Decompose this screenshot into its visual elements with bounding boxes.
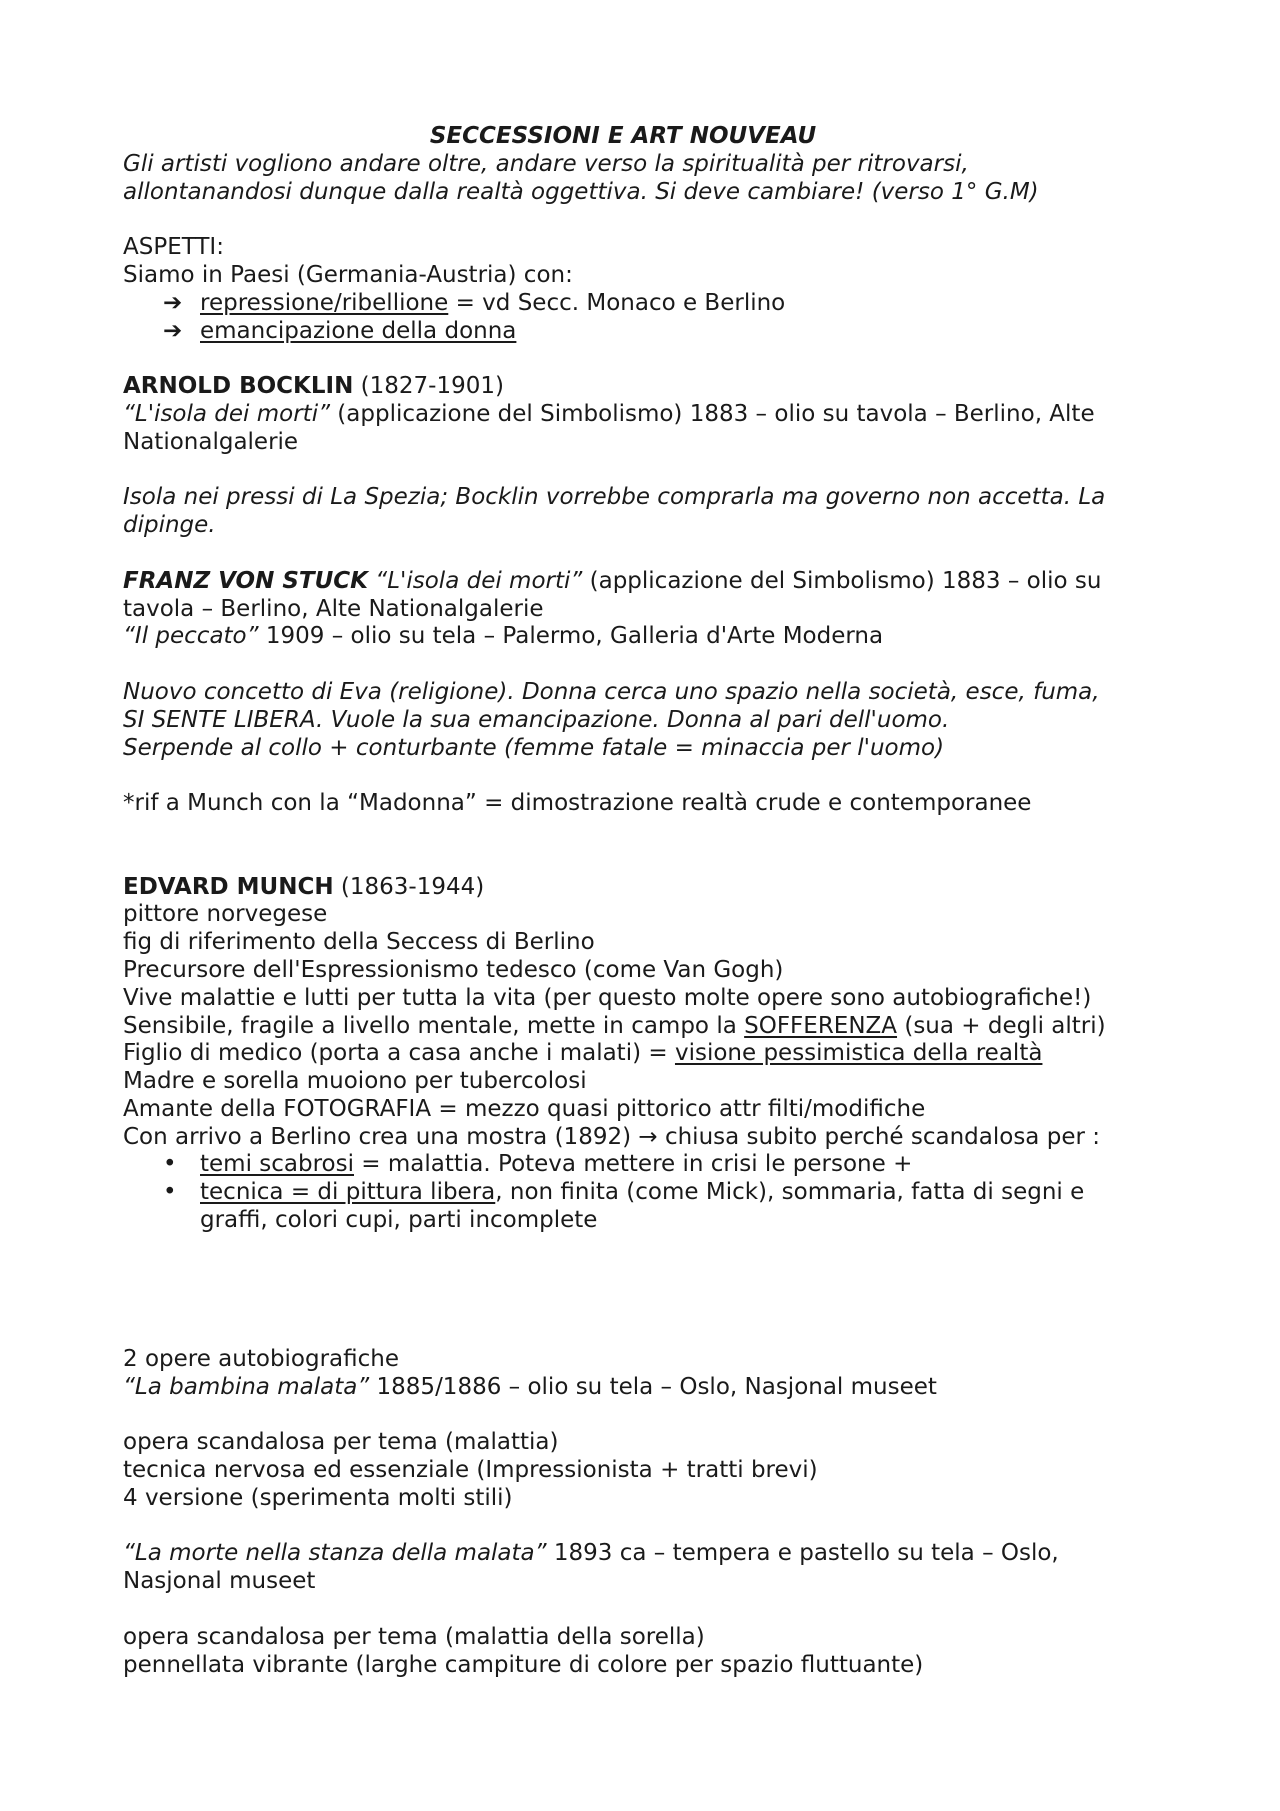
artwork-line: “La bambina malata” 1885/1886 – olio su tela – Oslo, Nasjonal museet: [123, 1373, 937, 1400]
bullet-icon: •: [163, 1151, 177, 1178]
intro-line: Gli artisti vogliono andare oltre, andare verso la spiritualità per ritrovarsi,: [123, 150, 969, 177]
underlined-text: temi scabrosi: [200, 1151, 354, 1178]
underlined-text: SOFFERENZA: [744, 1012, 898, 1039]
munch-line: Sensibile, fragile a livello mentale, mette in campo la SOFFERENZA (sua + degli altri): [123, 1012, 1106, 1039]
note-line: SI SENTE LIBERA. Vuole la sua emancipazione. Donna al pari dell'uomo.: [123, 706, 950, 733]
bullet-icon: •: [163, 1179, 177, 1206]
artwork-line-cont: tavola – Berlino, Alte Nationalgalerie: [123, 595, 544, 622]
arrow-icon: ➔: [163, 317, 183, 344]
artwork-title: “La bambina malata”: [123, 1373, 370, 1400]
intro-line: allontanandosi dunque dalla realtà oggettiva. Si deve cambiare! (verso 1° G.M): [123, 178, 1039, 205]
munch-line: Amante della FOTOGRAFIA = mezzo quasi pittorico attr filti/modifiche: [123, 1095, 926, 1122]
artwork-note: pennellata vibrante (larghe campiture di colore per spazio fluttuante): [123, 1651, 924, 1678]
artwork-note: tecnica nervosa ed essenziale (Impressionista + tratti brevi): [123, 1457, 818, 1484]
bullet-list-item: • tecnica = di pittura libera, non finita (come Mick), sommaria, fatta di segni e: [163, 1179, 1085, 1206]
artwork-line-cont: Nationalgalerie: [123, 428, 299, 455]
artwork-note: 4 versione (sperimenta molti stili): [123, 1484, 513, 1511]
artwork-title: “Il peccato”: [123, 623, 259, 650]
munch-line: Figlio di medico (porta a casa anche i malati) = visione pessimistica della realtà: [123, 1040, 1043, 1067]
underlined-text: visione pessimistica della realtà: [674, 1040, 1043, 1067]
arrow-list-item: [123, 318, 1163, 346]
aspetti-lead: Siamo in Paesi (Germania-Austria) con:: [123, 261, 573, 288]
artwork-note: opera scandalosa per tema (malattia della sorella): [123, 1623, 705, 1650]
munch-line: pittore norvegese: [123, 901, 328, 928]
artist-name: ARNOLD BOCKLIN: [123, 373, 354, 400]
artist-name: FRANZ VON STUCK: [123, 567, 368, 594]
note-line: Isola nei pressi di La Spezia; Bocklin vorrebbe comprarla ma governo non accetta. La: [123, 484, 1106, 511]
artwork-title: “L'isola dei morti”: [123, 400, 330, 427]
reference-line: *rif a Munch con la “Madonna” = dimostrazione realtà crude e contemporanee: [123, 790, 1032, 817]
munch-heading: EDVARD MUNCH (1863-1944): [123, 873, 485, 900]
underlined-text: repressione/ribellione: [200, 289, 449, 316]
artwork-line-cont: Nasjonal museet: [123, 1568, 316, 1595]
bullet-list-item-cont: graffi, colori cupi, parti incomplete: [200, 1207, 598, 1234]
arrow-list-item: ➔ repressione/ribellione = vd Secc. Monaco e Berlino: [163, 289, 786, 316]
bocklin-heading: ARNOLD BOCKLIN (1827-1901): [123, 373, 504, 400]
artist-name: EDVARD MUNCH: [123, 873, 334, 900]
artwork-line: “L'isola dei morti” (applicazione del Simbolismo) 1883 – olio su tavola – Berlino, Alte: [123, 400, 1095, 427]
underlined-text: tecnica = di pittura libera: [200, 1179, 496, 1206]
stuck-heading: FRANZ VON STUCK “L'isola dei morti” (applicazione del Simbolismo) 1883 – olio su: [123, 567, 1102, 594]
arrow-icon: ➔: [163, 289, 183, 316]
artwork-line: “La morte nella stanza della malata” 1893 ca – tempera e pastello su tela – Oslo,: [123, 1540, 1059, 1567]
note-line: Nuovo concetto di Eva (religione). Donna cerca uno spazio nella società, esce, fuma,: [123, 678, 1100, 705]
munch-line: Madre e sorella muoiono per tubercolosi: [123, 1068, 587, 1095]
munch-line: Vive malattie e lutti per tutta la vita (per questo molte opere sono autobiografiche!): [123, 984, 1092, 1011]
page-title: SECCESSIONI E ART NOUVEAU: [429, 123, 817, 149]
artwork-title: “La morte nella stanza della malata”: [123, 1540, 547, 1567]
opere-heading: 2 opere autobiografiche: [123, 1345, 400, 1372]
artwork-line: “Il peccato” 1909 – olio su tela – Palermo, Galleria d'Arte Moderna: [123, 623, 884, 650]
document-body: [123, 123, 1163, 1679]
munch-line: Precursore dell'Espressionismo tedesco (come Van Gogh): [123, 956, 784, 983]
aspetti-heading: ASPETTI:: [123, 234, 224, 261]
artwork-note: opera scandalosa per tema (malattia): [123, 1429, 559, 1456]
note-line: dipinge.: [123, 512, 216, 539]
munch-line: Con arrivo a Berlino crea una mostra (1892) → chiusa subito perché scandalosa per :: [123, 1123, 1100, 1150]
underlined-text: emancipazione della donna: [200, 317, 517, 344]
artwork-title: “L'isola dei morti”: [368, 567, 583, 594]
note-line: Serpende al collo + conturbante (femme fatale = minaccia per l'uomo): [123, 734, 945, 761]
munch-line: fig di riferimento della Seccess di Berlino: [123, 929, 595, 956]
bullet-list-item: • temi scabrosi = malattia. Poteva mettere in crisi le persone +: [163, 1151, 913, 1178]
